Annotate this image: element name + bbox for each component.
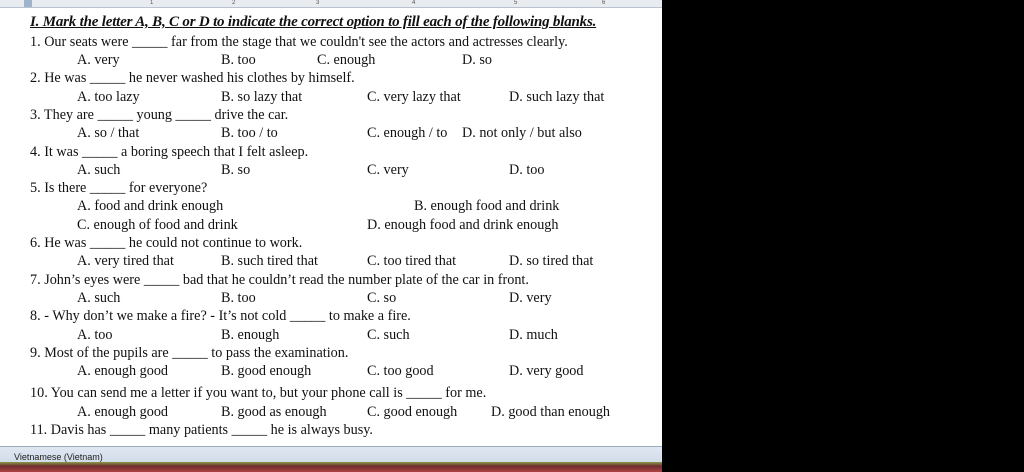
exercise-title: I. Mark the letter A, B, C or D to indicate the correct option to fill each of the following blanks. (30, 14, 597, 30)
ruler-mark: 2 (232, 0, 236, 6)
option-5c: C. enough of food and drink (77, 217, 238, 233)
ruler-mark: 5 (514, 0, 518, 6)
question-6: 6. He was _____ he could not continue to work. (30, 235, 303, 251)
option-10d: D. good than enough (491, 404, 611, 420)
option-5a: A. food and drink enough (77, 198, 224, 214)
option-3c: C. enough / to (367, 125, 448, 141)
question-9: 9. Most of the pupils are _____ to pass the examination. (30, 345, 349, 361)
question-10: 10. You can send me a letter if you want to, but your phone call is _____ for me. (30, 385, 487, 401)
question-5: 5. Is there _____ for everyone? (30, 180, 208, 196)
question-7: 7. John’s eyes were _____ bad that he couldn’t read the number plate of the car in front. (30, 272, 529, 288)
question-11: 11. Davis has _____ many patients _____ he is always busy. (30, 422, 373, 438)
option-4d: D. too (509, 162, 545, 178)
option-7a: A. such (77, 290, 121, 306)
option-4a: A. such (77, 162, 121, 178)
option-3d: D. not only / but also (462, 125, 582, 141)
option-4b: B. so (221, 162, 251, 178)
option-10b: B. good as enough (221, 404, 327, 420)
option-1c: C. enough (317, 52, 376, 68)
option-7b: B. too (221, 290, 256, 306)
option-10c: C. good enough (367, 404, 458, 420)
option-3a: A. so / that (77, 125, 140, 141)
ruler-mark: 6 (602, 0, 606, 6)
option-7d: D. very (509, 290, 552, 306)
option-5d: D. enough food and drink enough (367, 217, 559, 233)
option-9a: A. enough good (77, 363, 169, 379)
option-2c: C. very lazy that (367, 89, 461, 105)
option-7c: C. so (367, 290, 397, 306)
question-8: 8. - Why don’t we make a fire? - It’s not cold _____ to make a fire. (30, 308, 411, 324)
option-8b: B. enough (221, 327, 280, 343)
option-10a: A. enough good (77, 404, 169, 420)
question-2: 2. He was _____ he never washed his clothes by himself. (30, 70, 355, 86)
option-5b: B. enough food and drink (414, 198, 560, 214)
question-3: 3. They are _____ young _____ drive the car. (30, 107, 289, 123)
horizontal-ruler[interactable] (0, 0, 662, 8)
taskbar-strip (0, 462, 662, 472)
question-1: 1. Our seats were _____ far from the stage that we couldn't see the actors and actresses clearly. (30, 34, 568, 50)
option-8a: A. too (77, 327, 113, 343)
option-1d: D. so (462, 52, 492, 68)
option-2a: A. too lazy (77, 89, 140, 105)
ruler-mark: 1 (150, 0, 154, 6)
option-2d: D. such lazy that (509, 89, 605, 105)
ruler-mark: 3 (316, 0, 320, 6)
document-page[interactable] (0, 8, 662, 446)
question-4: 4. It was _____ a boring speech that I felt asleep. (30, 144, 309, 160)
option-8c: C. such (367, 327, 410, 343)
option-6b: B. such tired that (221, 253, 318, 269)
option-8d: D. much (509, 327, 558, 343)
option-3b: B. too / to (221, 125, 278, 141)
option-2b: B. so lazy that (221, 89, 303, 105)
option-4c: C. very (367, 162, 409, 178)
tab-stop-marker[interactable] (24, 0, 32, 7)
ruler-mark: 4 (412, 0, 416, 6)
option-6a: A. very tired that (77, 253, 174, 269)
option-1a: A. very (77, 52, 120, 68)
option-9d: D. very good (509, 363, 584, 379)
language-indicator[interactable]: Vietnamese (Vietnam) (14, 452, 103, 462)
option-9b: B. good enough (221, 363, 312, 379)
option-1b: B. too (221, 52, 256, 68)
option-9c: C. too good (367, 363, 434, 379)
option-6c: C. too tired that (367, 253, 457, 269)
option-6d: D. so tired that (509, 253, 594, 269)
